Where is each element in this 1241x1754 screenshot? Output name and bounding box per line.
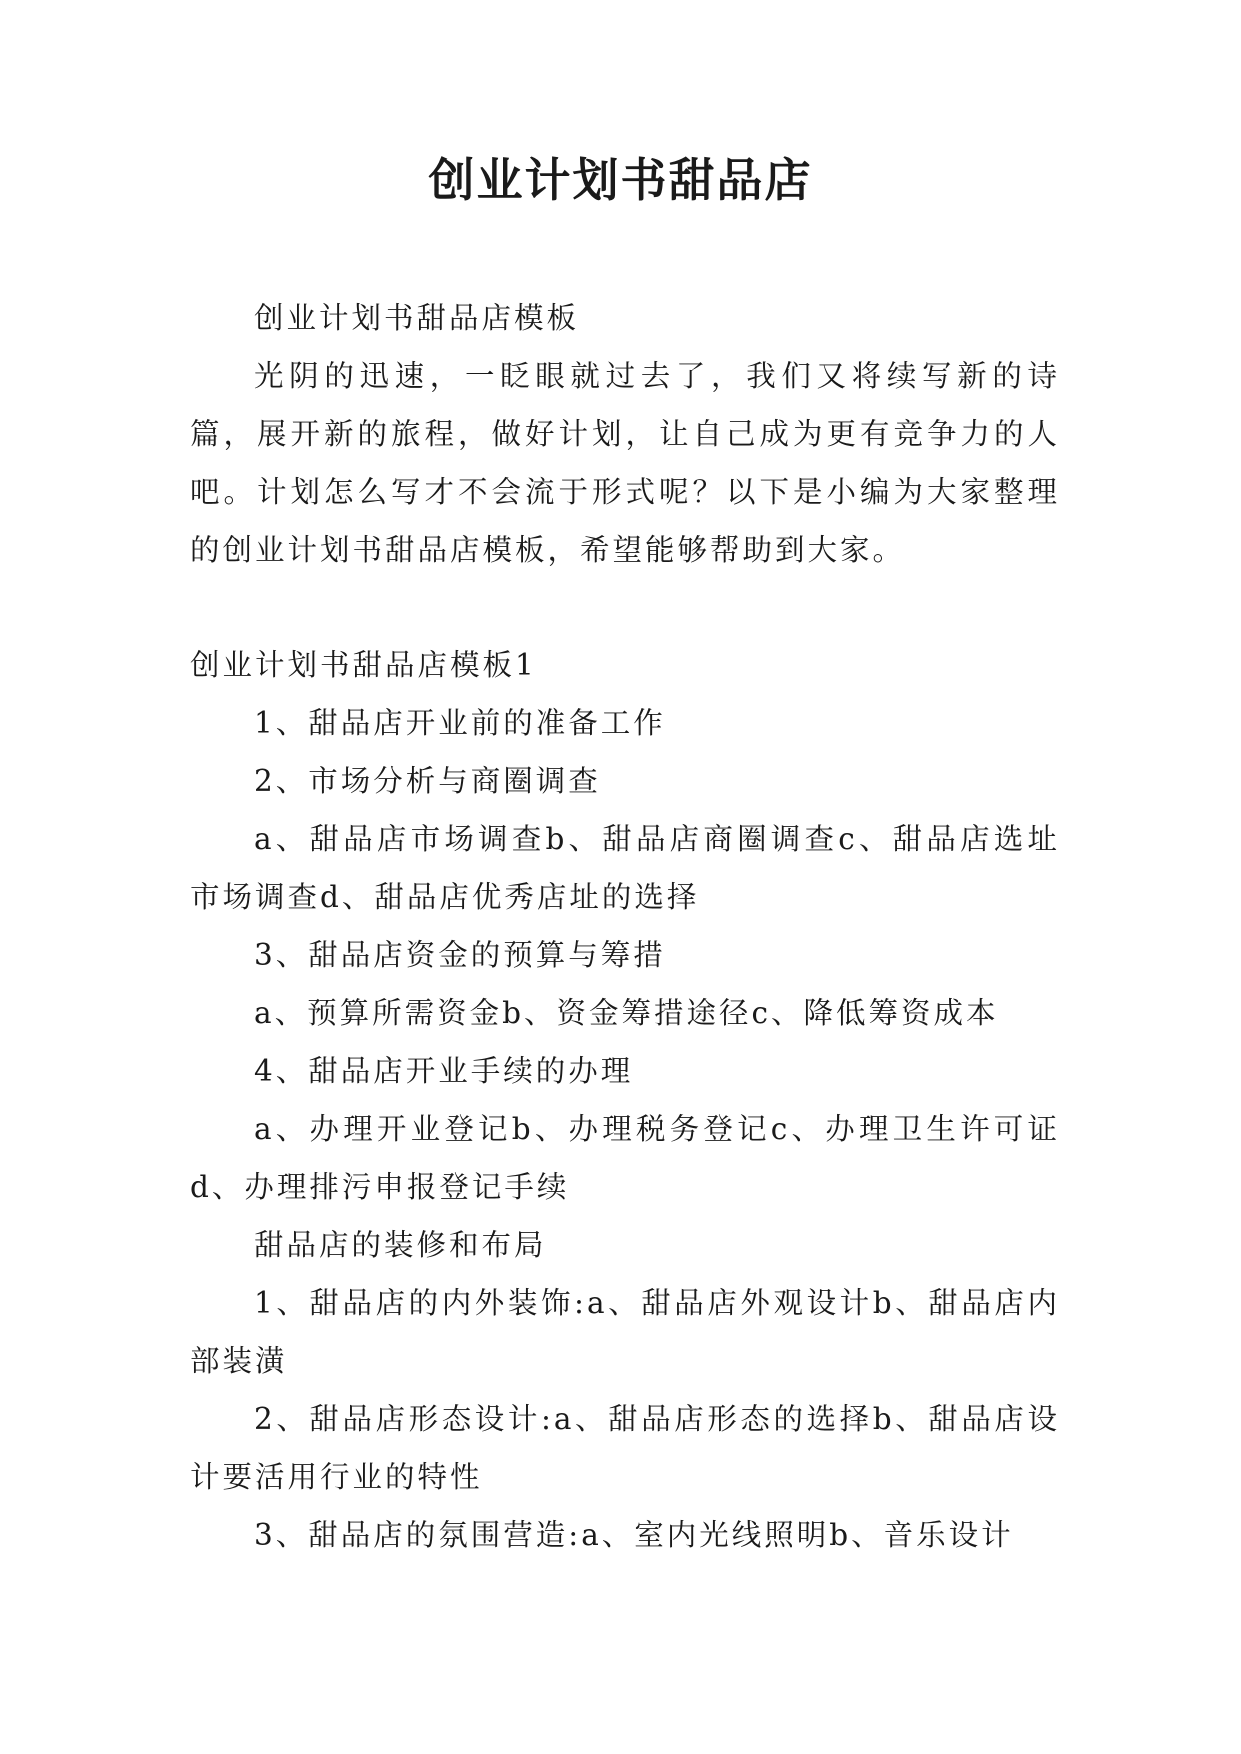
list-item: a、预算所需资金b、资金筹措途径c、降低筹资成本 — [254, 996, 999, 1030]
paragraph-spacer — [190, 579, 1060, 636]
list-item: 2、市场分析与商圈调查 — [254, 764, 601, 798]
list-item: a、甜品店市场调查b、甜品店商圈调查c、甜品店选址市场调查d、甜品店优秀店址的选择 — [190, 822, 1060, 914]
list-item: 2、甜品店形态设计:a、甜品店形态的选择b、甜品店设计要活用行业的特性 — [190, 1402, 1060, 1494]
list-item: 4、甜品店开业手续的办理 — [254, 1054, 634, 1088]
document-title: 创业计划书甜品店 — [428, 153, 813, 207]
list-item: a、办理开业登记b、办理税务登记c、办理卫生许可证d、办理排污申报登记手续 — [190, 1112, 1060, 1204]
list-item: 1、甜品店的内外装饰:a、甜品店外观设计b、甜品店内部装潢 — [190, 1286, 1060, 1378]
list-item: 3、甜品店的氛围营造:a、室内光线照明b、音乐设计 — [254, 1518, 1014, 1552]
section-heading: 创业计划书甜品店模板1 — [190, 648, 537, 682]
list-item: 甜品店的装修和布局 — [254, 1228, 547, 1262]
document-body — [190, 289, 1060, 1564]
intro-paragraph: 光阴的迅速，一眨眼就过去了，我们又将续写新的诗篇，展开新的旅程，做好计划，让自己成为更有竞争力的人吧。计划怎么写才不会流于形式呢？以下是小编为大家整理的创业计划书甜品店模板，希望能够帮助到大家。 — [190, 359, 1060, 567]
intro-heading: 创业计划书甜品店模板 — [254, 301, 580, 335]
list-item: 3、甜品店资金的预算与筹措 — [254, 938, 666, 972]
list-item: 1、甜品店开业前的准备工作 — [254, 706, 666, 740]
